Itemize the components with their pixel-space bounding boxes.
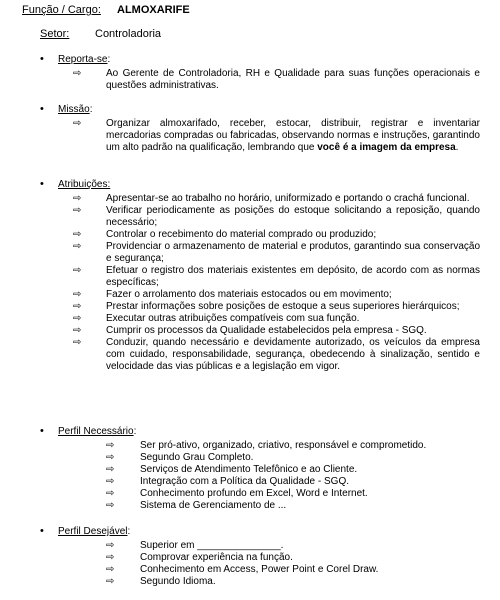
- section-list: [40, 440, 480, 512]
- section-atribuicoes: [40, 178, 480, 373]
- list-item: [40, 564, 480, 576]
- section-list: [40, 118, 480, 154]
- section-title: [40, 425, 480, 438]
- list-item-text: Apresentar-se ao trabalho no horário, uniformizado e portando o crachá funcional.: [106, 193, 470, 204]
- hollow-arrow-icon: ⇨: [106, 488, 115, 499]
- list-item: [40, 337, 480, 373]
- list-item: [40, 229, 480, 241]
- setor-value: Controladoria: [95, 28, 162, 40]
- section-title-suffix: :: [133, 426, 137, 437]
- hollow-arrow-icon: ⇨: [73, 325, 82, 336]
- hollow-arrow-icon: ⇨: [73, 337, 82, 348]
- hollow-arrow-icon: ⇨: [106, 540, 115, 551]
- list-item: [40, 476, 480, 488]
- hollow-arrow-icon: ⇨: [73, 193, 82, 204]
- list-item: [40, 301, 480, 313]
- list-item-text: Executar outras atribuições compatíveis com sua função.: [106, 313, 360, 324]
- hollow-arrow-icon: ⇨: [106, 464, 115, 475]
- list-item-text: Segundo Grau Completo.: [140, 452, 254, 463]
- setor-label: Setor:: [40, 28, 70, 40]
- hollow-arrow-icon: ⇨: [73, 229, 82, 240]
- section-title: [40, 103, 480, 116]
- list-item: [40, 325, 480, 337]
- hollow-arrow-icon: ⇨: [73, 205, 82, 216]
- list-item-text: Fazer o arrolamento dos materiais estocados ou em movimento;: [106, 289, 392, 300]
- hollow-arrow-icon: ⇨: [106, 440, 115, 451]
- section-list: [40, 540, 480, 588]
- funcao-value: ALMOXARIFE: [117, 4, 190, 16]
- section-reporta-se: [40, 53, 480, 92]
- list-item: [40, 313, 480, 325]
- bullet-icon: •: [40, 178, 44, 190]
- list-item-text: Integração com a Política da Qualidade - SGQ.: [140, 476, 349, 487]
- hollow-arrow-icon: ⇨: [106, 552, 115, 563]
- list-item-text: Verificar periodicamente as posições do estoque solicitando a reposição, quando necessário;: [106, 205, 480, 228]
- list-item: [40, 500, 480, 512]
- hollow-arrow-icon: ⇨: [73, 68, 82, 79]
- section-title-text: Reporta-se: [58, 54, 108, 65]
- section-list: [40, 68, 480, 92]
- section-title: [40, 53, 480, 66]
- section-title-text: Perfil Necessário: [58, 426, 134, 437]
- list-item-text: Comprovar experiência na função.: [140, 552, 293, 563]
- list-item: [40, 452, 480, 464]
- list-item-text: Organizar almoxarifado, receber, estocar, distribuir, registrar e inventariar mercadorias compradas ou fabricadas, observando normas e instruções, garantindo um alto padrão na qualificação, lembrando que: [106, 118, 480, 153]
- list-item: [40, 241, 480, 265]
- bullet-icon: •: [40, 53, 44, 65]
- list-item-text: Controlar o recebimento do material comprado ou produzido;: [106, 229, 377, 240]
- bullet-icon: •: [40, 425, 44, 437]
- list-item-text: Segundo Idioma.: [140, 576, 216, 587]
- hollow-arrow-icon: ⇨: [73, 313, 82, 324]
- hollow-arrow-icon: ⇨: [73, 301, 82, 312]
- list-item: [40, 488, 480, 500]
- list-item: [40, 289, 480, 301]
- list-item-text: Ao Gerente de Controladoria, RH e Qualidade para suas funções operacionais e questões administrativas.: [106, 68, 480, 91]
- funcao-row: [22, 4, 190, 16]
- list-item-text: Efetuar o registro dos materiais existentes em depósito, de acordo com as normas específicas;: [106, 265, 480, 288]
- list-item: [40, 118, 480, 154]
- hollow-arrow-icon: ⇨: [106, 452, 115, 463]
- list-item-text: Providenciar o armazenamento de material e produtos, garantindo sua conservação e segurança;: [106, 241, 480, 264]
- section-missao: [40, 103, 480, 154]
- hollow-arrow-icon: ⇨: [106, 576, 115, 587]
- list-item-text: Conduzir, quando necessário e devidamente autorizado, os veículos da empresa com cuidado, responsabilidade, segurança, obedecendo à sinalização, sentido e velocidade das vias públicas e a legislação em vigor.: [106, 337, 480, 372]
- hollow-arrow-icon: ⇨: [73, 241, 82, 252]
- section-title: [40, 525, 480, 538]
- list-item: [40, 68, 480, 92]
- hollow-arrow-icon: ⇨: [106, 500, 115, 511]
- list-item-text: Cumprir os processos da Qualidade estabelecidos pela empresa - SGQ.: [106, 325, 427, 336]
- hollow-arrow-icon: ⇨: [73, 118, 82, 129]
- bullet-icon: •: [40, 103, 44, 115]
- list-item-text: Prestar informações sobre posições de estoque a seus superiores hierárquicos;: [106, 301, 460, 312]
- section-perfil-necessario: [40, 425, 480, 512]
- hollow-arrow-icon: ⇨: [73, 289, 82, 300]
- bullet-icon: •: [40, 525, 44, 537]
- list-item-text: Ser pró-ativo, organizado, criativo, responsável e comprometido.: [140, 440, 427, 451]
- list-item: [40, 464, 480, 476]
- section-list: [40, 193, 480, 373]
- section-perfil-desejavel: [40, 525, 480, 588]
- list-item-text: Serviços de Atendimento Telefônico e ao Cliente.: [140, 464, 358, 475]
- funcao-label: Função / Cargo:: [22, 4, 101, 16]
- section-title-text: Atribuições:: [58, 179, 111, 190]
- section-title-suffix: :: [89, 104, 93, 115]
- hollow-arrow-icon: ⇨: [73, 265, 82, 276]
- list-item-text: Superior em _______________.: [140, 540, 284, 551]
- section-title-suffix: :: [107, 54, 111, 65]
- list-item: [40, 205, 480, 229]
- list-item-text: Conhecimento profundo em Excel, Word e Internet.: [140, 488, 368, 499]
- list-item-text: Sistema de Gerenciamento de ...: [140, 500, 287, 511]
- list-item: [40, 193, 480, 205]
- section-title-suffix: :: [127, 526, 131, 537]
- list-item: [40, 540, 480, 552]
- list-item-emphasis: você é a imagem da empresa: [317, 142, 456, 153]
- setor-row: [40, 28, 162, 40]
- list-item: [40, 552, 480, 564]
- list-item: [40, 265, 480, 289]
- list-item-end: .: [455, 142, 459, 153]
- hollow-arrow-icon: ⇨: [106, 476, 115, 487]
- section-title-text: Perfil Desejável: [58, 526, 128, 537]
- section-title-text: Missão: [58, 104, 90, 115]
- section-title: [40, 178, 480, 191]
- list-item: [40, 440, 480, 452]
- list-item-text: Conhecimento em Access, Power Point e Corel Draw.: [140, 564, 379, 575]
- list-item: [40, 576, 480, 588]
- hollow-arrow-icon: ⇨: [106, 564, 115, 575]
